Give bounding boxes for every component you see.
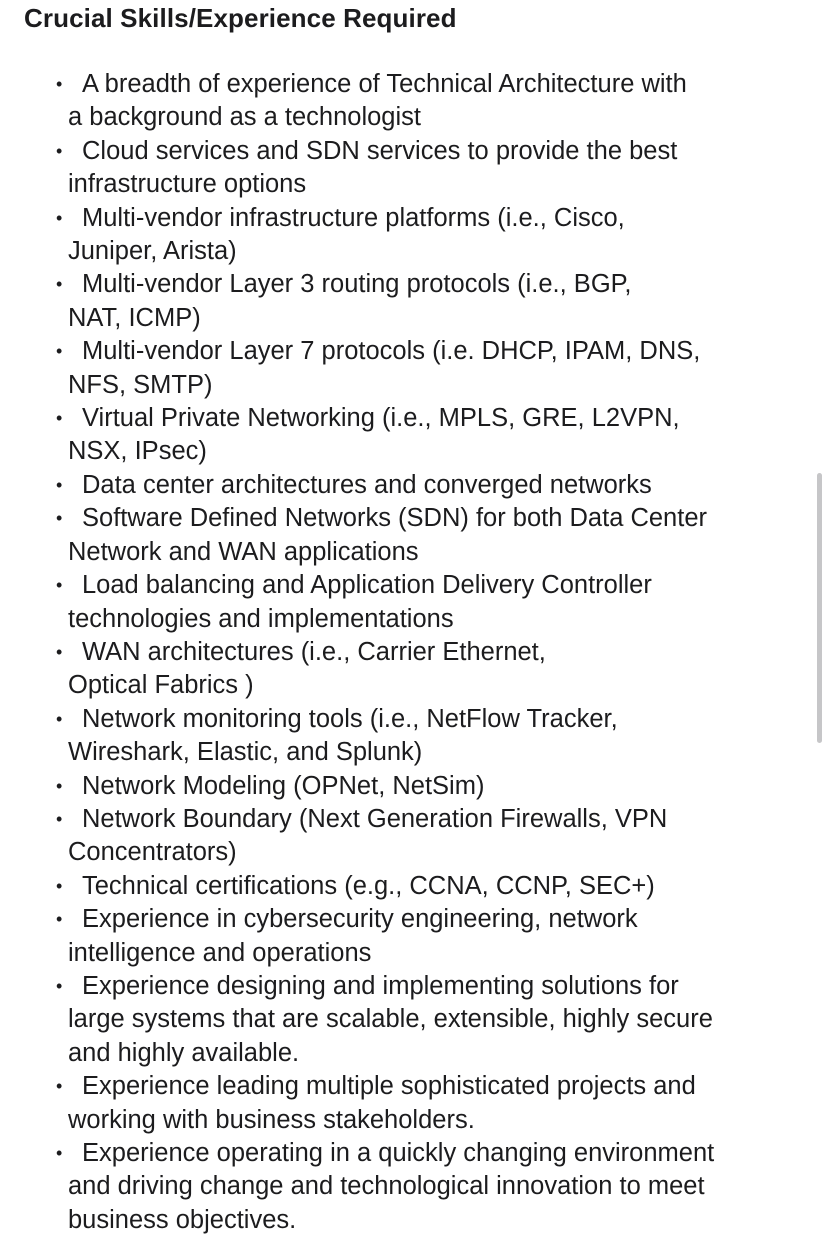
list-item-text-line: Multi-vendor Layer 3 routing protocols (i.e., BGP, (82, 270, 632, 299)
list-item (0, 870, 828, 903)
list-item-text-line: Multi-vendor infrastructure platforms (i.e., Cisco, (82, 203, 625, 232)
bullet-icon: • (56, 508, 63, 529)
list-item-text-line: Concentrators) (68, 838, 237, 867)
list-item-text-line: Experience designing and implementing solutions for (82, 971, 679, 1000)
list-item-text-line: working with business stakeholders. (68, 1105, 475, 1134)
list-item (0, 335, 828, 402)
bullet-icon: • (56, 775, 63, 796)
bullet-icon: • (56, 1076, 63, 1097)
list-item-text-line: Experience in cybersecurity engineering, network (82, 905, 638, 934)
list-item-text-line: NFS, SMTP) (68, 370, 213, 399)
bullet-icon: • (56, 140, 63, 161)
list-item (0, 703, 828, 770)
list-item-text-line: WAN architectures (i.e., Carrier Ethernet, (82, 637, 546, 666)
list-item-text-line: NSX, IPsec) (68, 437, 207, 466)
list-item-text-line: Cloud services and SDN services to provide the best (82, 136, 678, 165)
bullet-icon: • (56, 708, 63, 729)
list-item-text-line: Network Boundary (Next Generation Firewalls, VPN (82, 804, 668, 833)
list-item-text-line: Network and WAN applications (68, 537, 419, 566)
list-item-text-line: Wireshark, Elastic, and Splunk) (68, 738, 423, 767)
list-item-text-line: and driving change and technological innovation to meet (68, 1172, 705, 1201)
list-item-text-line: Optical Fabrics ) (68, 671, 254, 700)
list-item-text-line: infrastructure options (68, 170, 307, 199)
list-item-text-line: Virtual Private Networking (i.e., MPLS, GRE, L2VPN, (82, 404, 680, 433)
list-item-text-line: Software Defined Networks (SDN) for both Data Center (82, 504, 707, 533)
list-item-text-line: Multi-vendor Layer 7 protocols (i.e. DHCP, IPAM, DNS, (82, 337, 701, 366)
bullet-icon: • (56, 641, 63, 662)
list-item (0, 569, 828, 636)
requirements-list (0, 68, 828, 1237)
list-item-text-line: Network monitoring tools (i.e., NetFlow Tracker, (82, 704, 618, 733)
list-item (0, 502, 828, 569)
bullet-icon: • (56, 575, 63, 596)
bullet-icon: • (56, 875, 63, 896)
bullet-icon: • (56, 975, 63, 996)
bullet-icon: • (56, 408, 63, 429)
bullet-icon: • (56, 1143, 63, 1163)
list-item-text-line: Experience operating in a quickly changing environment (82, 1139, 715, 1167)
bullet-icon: • (56, 207, 63, 228)
list-item (0, 135, 828, 202)
list-item-text-line: technologies and implementations (68, 604, 454, 633)
bullet-icon: • (56, 274, 63, 295)
list-item-text-line: large systems that are scalable, extensible, highly secure (68, 1005, 713, 1034)
list-item-text-line: A breadth of experience of Technical Architecture with (82, 70, 687, 98)
list-item (0, 68, 828, 135)
list-item (0, 402, 828, 469)
vertical-scrollbar[interactable] (817, 473, 822, 743)
list-item (0, 202, 828, 269)
list-item (0, 1070, 828, 1137)
bullet-icon: • (56, 341, 63, 362)
list-item (0, 803, 828, 870)
list-item (0, 1137, 828, 1237)
list-item-text-line: a background as a technologist (68, 103, 421, 132)
list-item-text-line: Experience leading multiple sophisticated projects and (82, 1072, 696, 1101)
list-item-text-line: intelligence and operations (68, 938, 372, 967)
list-item (0, 469, 828, 502)
list-item-text-line: Juniper, Arista) (68, 237, 237, 266)
list-item-text-line: Network Modeling (OPNet, NetSim) (82, 771, 485, 800)
list-item (0, 970, 828, 1070)
list-item-text-line: Data center architectures and converged networks (82, 470, 652, 499)
list-item (0, 268, 828, 335)
list-item (0, 770, 828, 803)
bullet-icon: • (56, 808, 63, 829)
bullet-icon: • (56, 909, 63, 930)
list-item-text-line: business objectives. (68, 1205, 297, 1234)
bullet-icon: • (56, 474, 63, 495)
list-item (0, 903, 828, 970)
list-item-text-line: and highly available. (68, 1038, 300, 1067)
list-item-text-line: Load balancing and Application Delivery Controller (82, 571, 652, 600)
list-item-text-line: NAT, ICMP) (68, 303, 201, 332)
bullet-icon: • (56, 74, 63, 94)
list-item-text-line: Technical certifications (e.g., CCNA, CCNP, SEC+) (82, 871, 655, 900)
list-item (0, 636, 828, 703)
section-heading: Crucial Skills/Experience Required (24, 3, 457, 33)
